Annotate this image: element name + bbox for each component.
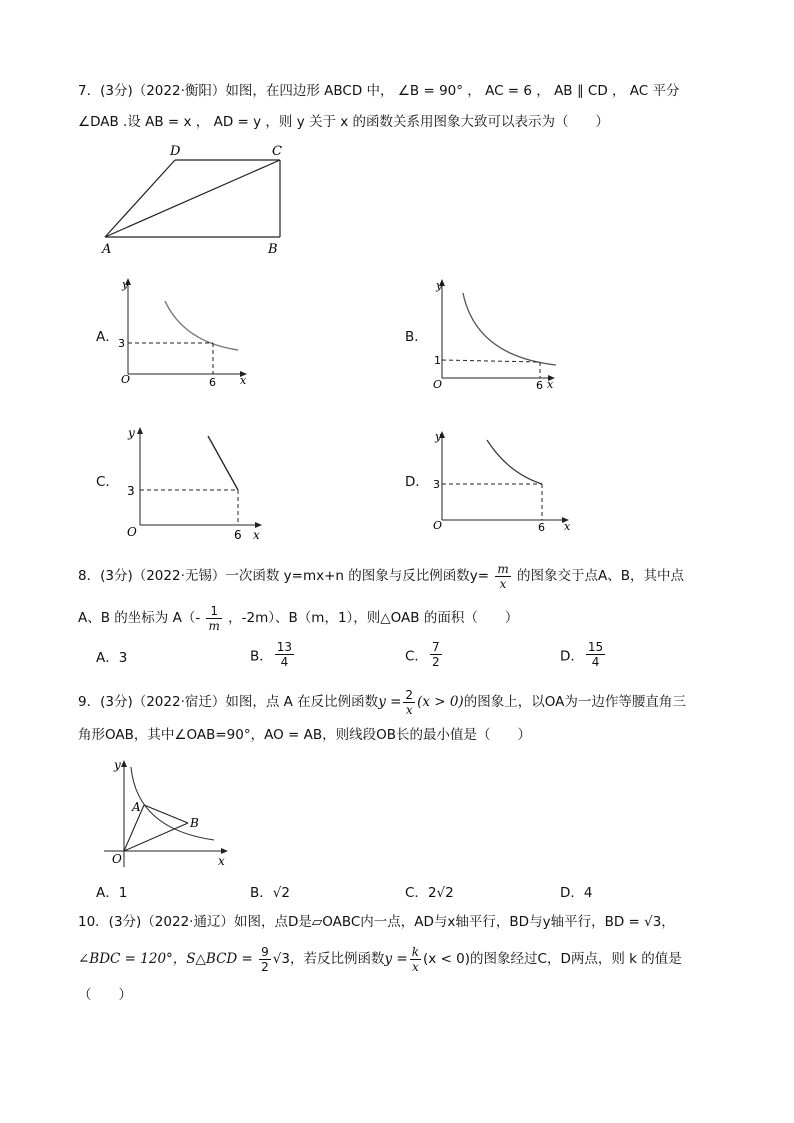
- q7-line2: ∠DAB .设 AB = x ， AD = y ，则 y 关于 x 的函数关系用图象大致可以表示为（ ）: [78, 114, 610, 130]
- q7-graph-d: [430, 428, 575, 536]
- q9-line2: 角形OAB，其中∠OAB=90°，AO = AB，则线段OB长的最小值是（ ）: [78, 727, 532, 743]
- q8-option-b[interactable]: B． $\frac{13}{4}$: [250, 640, 293, 669]
- q7-graph-b-curve: [463, 293, 556, 365]
- svg-text:3: 3: [127, 484, 135, 498]
- q9-segment-ob: [124, 823, 188, 851]
- q9-option-b[interactable]: B．√2: [250, 885, 290, 901]
- q7-graph-c-line: [208, 436, 238, 490]
- svg-text:O: O: [121, 373, 131, 386]
- q8-line2: A、B 的坐标为 A（- $\frac{1}{m}$ ，-2m）、B（m，1），则△OAB 的面积（ ）: [78, 603, 519, 633]
- svg-text:y: y: [435, 430, 442, 443]
- svg-text:y: y: [128, 426, 135, 440]
- svg-text:O: O: [112, 852, 122, 866]
- q7-label-a: A: [102, 242, 112, 257]
- svg-text:A: A: [132, 800, 141, 814]
- q10-frac-k-over-x: $\frac{k}{x}$: [411, 944, 420, 974]
- q8-option-d[interactable]: D． $\frac{15}{4}$: [560, 640, 604, 669]
- q7-graph-c: [118, 424, 268, 542]
- q7-label-b: B: [268, 242, 278, 257]
- svg-text:O: O: [127, 525, 137, 539]
- svg-text:B: B: [190, 816, 199, 830]
- q10-line1: 10．(3分)（2022·通辽）如图，点D是▱OABC内一点，AD与x轴平行，BD与y轴平行，BD = √3，: [78, 914, 675, 930]
- q7-graph-b: [430, 276, 560, 394]
- q8-frac-1-over-m: $\frac{1}{m}$: [208, 603, 220, 633]
- q7-option-d-label[interactable]: D．: [405, 474, 429, 490]
- q8-line1: 8．(3分)（2022·无锡）一次函数 y=mx+n 的图象与反比例函数y= $\frac{m}{x}$ 的图象交于点A、B，其中点: [78, 561, 685, 591]
- q7-quadrilateral-figure: [100, 140, 300, 260]
- svg-text:O: O: [433, 519, 443, 532]
- svg-text:x: x: [564, 520, 571, 533]
- q9-figure: [100, 755, 235, 870]
- q7-option-a-label[interactable]: A．: [96, 329, 119, 345]
- svg-text:x: x: [240, 374, 247, 387]
- svg-text:y: y: [114, 758, 121, 772]
- q9-option-d[interactable]: D．4: [560, 885, 593, 901]
- svg-text:1: 1: [434, 354, 441, 367]
- q7-label-d: D: [170, 144, 181, 159]
- q9-option-c[interactable]: C．2√2: [405, 885, 454, 901]
- svg-text:x: x: [253, 528, 260, 542]
- q9-hyperbola: [131, 767, 214, 840]
- svg-text:6: 6: [538, 521, 545, 534]
- svg-text:O: O: [433, 378, 443, 391]
- svg-text:6: 6: [234, 528, 242, 542]
- q8-frac-m-over-x: $\frac{m}{x}$: [497, 561, 509, 591]
- q9-line1: 9．(3分)（2022·宿迁）如图，点 A 在反比例函数y = $\frac{2}{x}$ (x > 0)的图象上，以OA为一边作等腰直角三: [78, 687, 686, 717]
- q7-option-b-label[interactable]: B．: [405, 329, 428, 345]
- q7-side-da: [105, 160, 175, 237]
- q7-diagonal-ac: [105, 160, 280, 237]
- svg-text:3: 3: [433, 478, 440, 491]
- q8-option-a[interactable]: A．3: [96, 650, 128, 666]
- svg-text:6: 6: [536, 379, 543, 392]
- q7-graph-a: [118, 276, 248, 388]
- svg-text:y: y: [436, 279, 443, 292]
- q10-frac-9-over-2: $\frac{9}{2}$: [261, 944, 269, 974]
- q10-line2: ∠BDC = 120°，S△BCD = $\frac{9}{2}$ √3，若反比例函数y = $\frac{k}{x}$ (x < 0)的图象经过C，D两点，则 k 的值是: [78, 944, 682, 974]
- svg-text:3: 3: [118, 337, 125, 350]
- q9-frac-2-over-x: $\frac{2}{x}$: [405, 687, 414, 717]
- svg-text:y: y: [122, 278, 129, 291]
- svg-text:x: x: [218, 854, 225, 868]
- q7-label-c: C: [272, 144, 282, 159]
- q7-line1: 7．(3分)（2022·衡阳）如图，在四边形 ABCD 中， ∠B = 90° ， AC = 6 ， AB ∥ CD ， AC 平分: [78, 83, 680, 99]
- q7-graph-d-curve: [487, 440, 542, 484]
- svg-text:6: 6: [209, 376, 216, 388]
- q7-option-c-label[interactable]: C．: [96, 474, 119, 490]
- q9-option-a[interactable]: A．1: [96, 885, 128, 901]
- q9-segment-ab: [144, 805, 188, 823]
- q10-line3: （ ）: [78, 987, 132, 1003]
- q8-option-c[interactable]: C． $\frac{7}{2}$: [405, 640, 440, 669]
- svg-text:x: x: [547, 378, 554, 391]
